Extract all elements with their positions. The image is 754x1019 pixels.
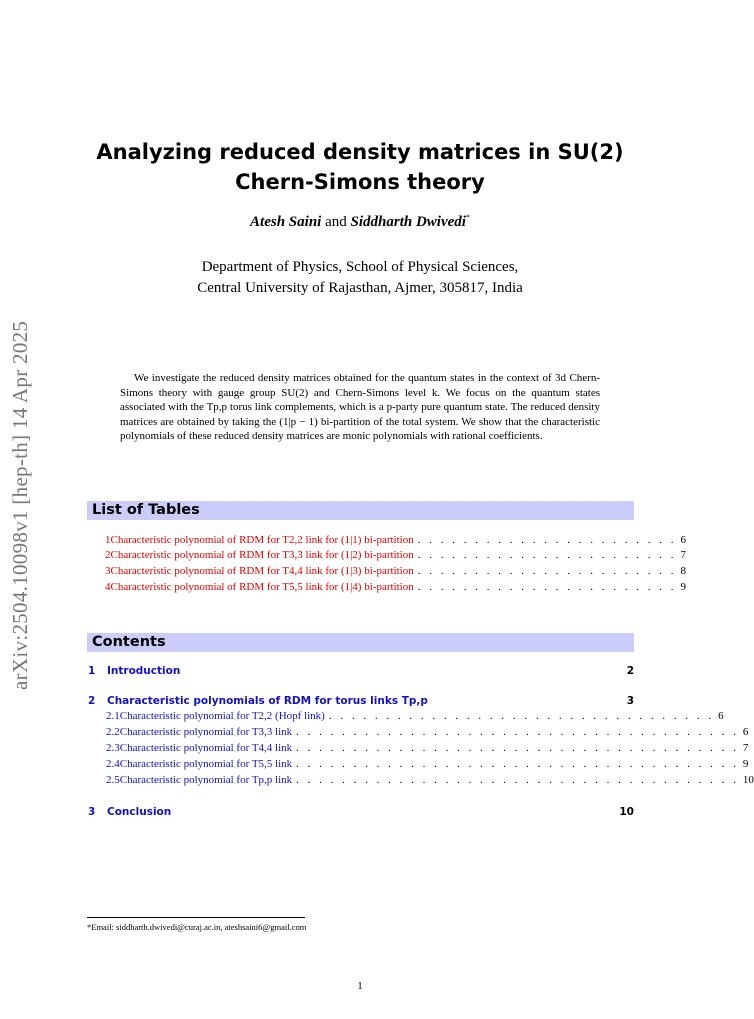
subsection-number: 2.2: [106, 726, 120, 738]
subsection-number: 2.3: [106, 742, 120, 754]
section-link[interactable]: Conclusion: [107, 806, 172, 818]
table-caption-link[interactable]: Characteristic polynomial of RDM for T5,5 link for (1|4) bi-partition: [110, 581, 414, 593]
author-connector: and: [321, 214, 351, 230]
page-ref: 9: [742, 758, 749, 770]
section-number: 3: [88, 806, 96, 818]
list-item[interactable]: [105, 533, 686, 547]
table-caption-link[interactable]: Characteristic polynomial of RDM for T4,4 link for (1|3) bi-partition: [110, 565, 414, 577]
leader-dots: . . . . . . . . . . . . . . . . . . . . . . .: [417, 581, 677, 593]
leader-dots: . . . . . . . . . . . . . . . . . . . . . . .: [417, 565, 677, 577]
page-ref: 7: [680, 549, 686, 561]
page-ref: 3: [626, 695, 634, 707]
page-ref: 10: [742, 774, 754, 786]
author-2[interactable]: Siddharth Dwivedi: [350, 214, 466, 230]
page-ref: 6: [680, 534, 686, 546]
leader-dots: . . . . . . . . . . . . . . . . . . . . . . . . . . . . . . . . . .: [328, 710, 715, 722]
author-1[interactable]: Atesh Saini: [250, 214, 322, 230]
list-item[interactable]: [105, 564, 686, 578]
page-ref: 2: [626, 665, 634, 677]
page-ref: 6: [742, 726, 749, 738]
list-of-tables-heading: List of Tables: [87, 501, 634, 520]
leader-dots: . . . . . . . . . . . . . . . . . . . . . . . . . . . . . . . . . . . . . . .: [296, 742, 739, 754]
table-caption-link[interactable]: Characteristic polynomial of RDM for T3,3 link for (1|2) bi-partition: [110, 549, 414, 561]
section-link[interactable]: Introduction: [107, 665, 181, 677]
list-item[interactable]: [105, 580, 686, 594]
section-number: 1: [88, 665, 96, 677]
subsection-link[interactable]: Characteristic polynomial for T2,2 (Hopf link): [119, 710, 325, 722]
subsection-link[interactable]: Characteristic polynomial for Tp,p link: [119, 774, 293, 786]
subsection-link[interactable]: Characteristic polynomial for T5,5 link: [119, 758, 293, 770]
abstract: We investigate the reduced density matrices obtained for the quantum states in the context of 3d Chern-Simons theory with gauge group SU(2) and Chern-Simons level k. We focus on the quantum states associated with the Tp,p torus link complements, which is a p-party pure quantum state. The reduced density matrices are obtained by taking the (1|p − 1) bi-partition of the total system. We show that the characteristic polynomials of these reduced density matrices are monic polynomials with rational coefficients.: [120, 372, 600, 442]
section-number: 2: [88, 695, 96, 707]
table-number: 4: [105, 581, 111, 593]
arxiv-stamp: arXiv:2504.10098v1 [hep-th] 14 Apr 2025: [8, 320, 32, 690]
leader-dots: . . . . . . . . . . . . . . . . . . . . . . . . . . . . . . . . . . . . . . .: [296, 774, 739, 786]
toc-subsection[interactable]: [106, 709, 724, 723]
page-ref: 9: [680, 581, 686, 593]
page-ref: 8: [680, 565, 686, 577]
subsection-number: 2.4: [106, 758, 120, 770]
paper-title: Analyzing reduced density matrices in SU(2) Chern-Simons theory: [96, 140, 624, 194]
toc-section[interactable]: [88, 805, 634, 819]
toc-subsection[interactable]: [106, 725, 749, 739]
toc-subsection[interactable]: [106, 773, 754, 787]
page-ref: 10: [619, 806, 634, 818]
contents-heading: Contents: [87, 633, 634, 652]
subsection-number: 2.5: [106, 774, 120, 786]
leader-dots: . . . . . . . . . . . . . . . . . . . . . . .: [417, 534, 677, 546]
page-ref: 6: [718, 710, 724, 722]
page-number: 1: [357, 980, 363, 992]
leader-dots: . . . . . . . . . . . . . . . . . . . . . . . . . . . . . . . . . . . . . . .: [296, 758, 739, 770]
subsection-link[interactable]: Characteristic polynomial for T3,3 link: [119, 726, 293, 738]
toc-section[interactable]: [88, 664, 634, 678]
toc-section[interactable]: [88, 694, 634, 708]
footnote: *Email: siddharth.dwivedi@curaj.ac.in, ateshsaini6@gmail.com: [87, 922, 307, 932]
table-caption-link[interactable]: Characteristic polynomial of RDM for T2,2 link for (1|1) bi-partition: [110, 534, 414, 546]
affiliation-line-2: Central University of Rajasthan, Ajmer, 305817, India: [197, 280, 523, 296]
list-item[interactable]: [105, 548, 686, 562]
page-ref: 7: [742, 742, 749, 754]
subsection-number: 2.1: [106, 710, 120, 722]
subsection-link[interactable]: Characteristic polynomial for T4,4 link: [119, 742, 293, 754]
affiliation-line-1: Department of Physics, School of Physical Sciences,: [201, 259, 519, 275]
footnote-mark[interactable]: *: [465, 213, 470, 222]
footnote-rule: [87, 917, 305, 918]
authors: [80, 213, 640, 231]
leader-dots: . . . . . . . . . . . . . . . . . . . . . . .: [417, 549, 677, 561]
table-number: 2: [105, 549, 111, 561]
leader-dots: . . . . . . . . . . . . . . . . . . . . . . . . . . . . . . . . . . . . . . .: [296, 726, 739, 738]
table-number: 3: [105, 565, 111, 577]
section-link[interactable]: Characteristic polynomials of RDM for torus links Tp,p: [107, 695, 428, 707]
table-number: 1: [105, 534, 111, 546]
affiliation: [80, 257, 640, 299]
toc-subsection[interactable]: [106, 741, 749, 755]
toc-subsection[interactable]: [106, 757, 749, 771]
